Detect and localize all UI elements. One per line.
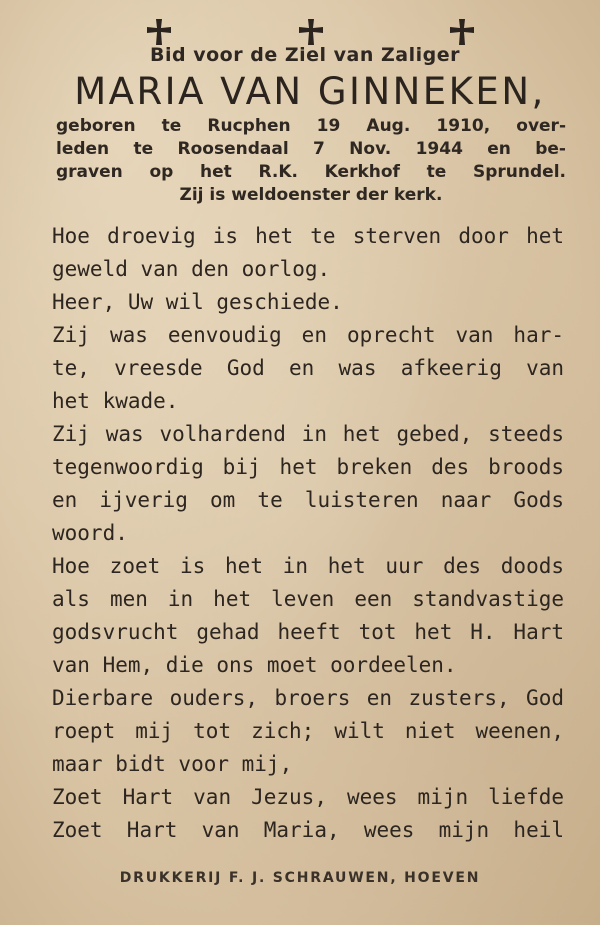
intro-line: Bid voor de Ziel van Zaliger [150, 44, 460, 66]
prayer-line: Hoe zoet is het in het uur des doods [52, 554, 564, 578]
prayer-text [52, 220, 564, 847]
deceased-name: MARIA VAN GINNEKEN, [74, 70, 546, 113]
prayer-line: te, vreesde God en was afkeerig van [52, 356, 564, 380]
prayer-line: Hoe droevig is het te sterven door het [52, 224, 564, 248]
prayer-line: Zij was volhardend in het gebed, steeds [52, 422, 564, 446]
prayer-line: Dierbare ouders, broers en zusters, God [52, 686, 564, 710]
prayer-line: geweld van den oorlog. [52, 257, 331, 281]
cross-icon [448, 18, 476, 46]
prayer-line: Zij was eenvoudig en oprecht van har- [52, 323, 564, 347]
printer-imprint: DRUKKERIJ F. J. SCHRAUWEN, HOEVEN [119, 870, 481, 886]
cross-icon [297, 18, 325, 46]
bio-line: Zij is weldoenster der kerk. [179, 185, 443, 205]
prayer-line: als men in het leven een standvastige [52, 587, 564, 611]
prayer-line: het kwade. [52, 389, 179, 413]
prayer-line: Zoet Hart van Jezus, wees mijn liefde [52, 785, 564, 809]
prayer-line: van Hem, die ons moet oordeelen. [52, 653, 457, 677]
prayer-line: tegenwoordig bij het breken des broods [52, 455, 564, 479]
bio-line: leden te Roosendaal 7 Nov. 1944 en be- [56, 139, 566, 159]
bio-line: geboren te Rucphen 19 Aug. 1910, over- [56, 116, 566, 136]
prayer-line: maar bidt voor mij, [52, 752, 293, 776]
prayer-line: en ijverig om te luisteren naar Gods [52, 488, 564, 512]
cross-icon [145, 18, 173, 46]
prayer-line: woord. [52, 521, 128, 545]
prayer-line: godsvrucht gehad heeft tot het H. Hart [52, 620, 564, 644]
prayer-line: roept mij tot zich; wilt niet weenen, [52, 719, 564, 743]
prayer-line: Heer, Uw wil geschiede. [52, 290, 343, 314]
bio-line: graven op het R.K. Kerkhof te Sprundel. [56, 162, 566, 182]
prayer-line: Zoet Hart van Maria, wees mijn heil [52, 818, 564, 842]
biography [56, 115, 566, 207]
